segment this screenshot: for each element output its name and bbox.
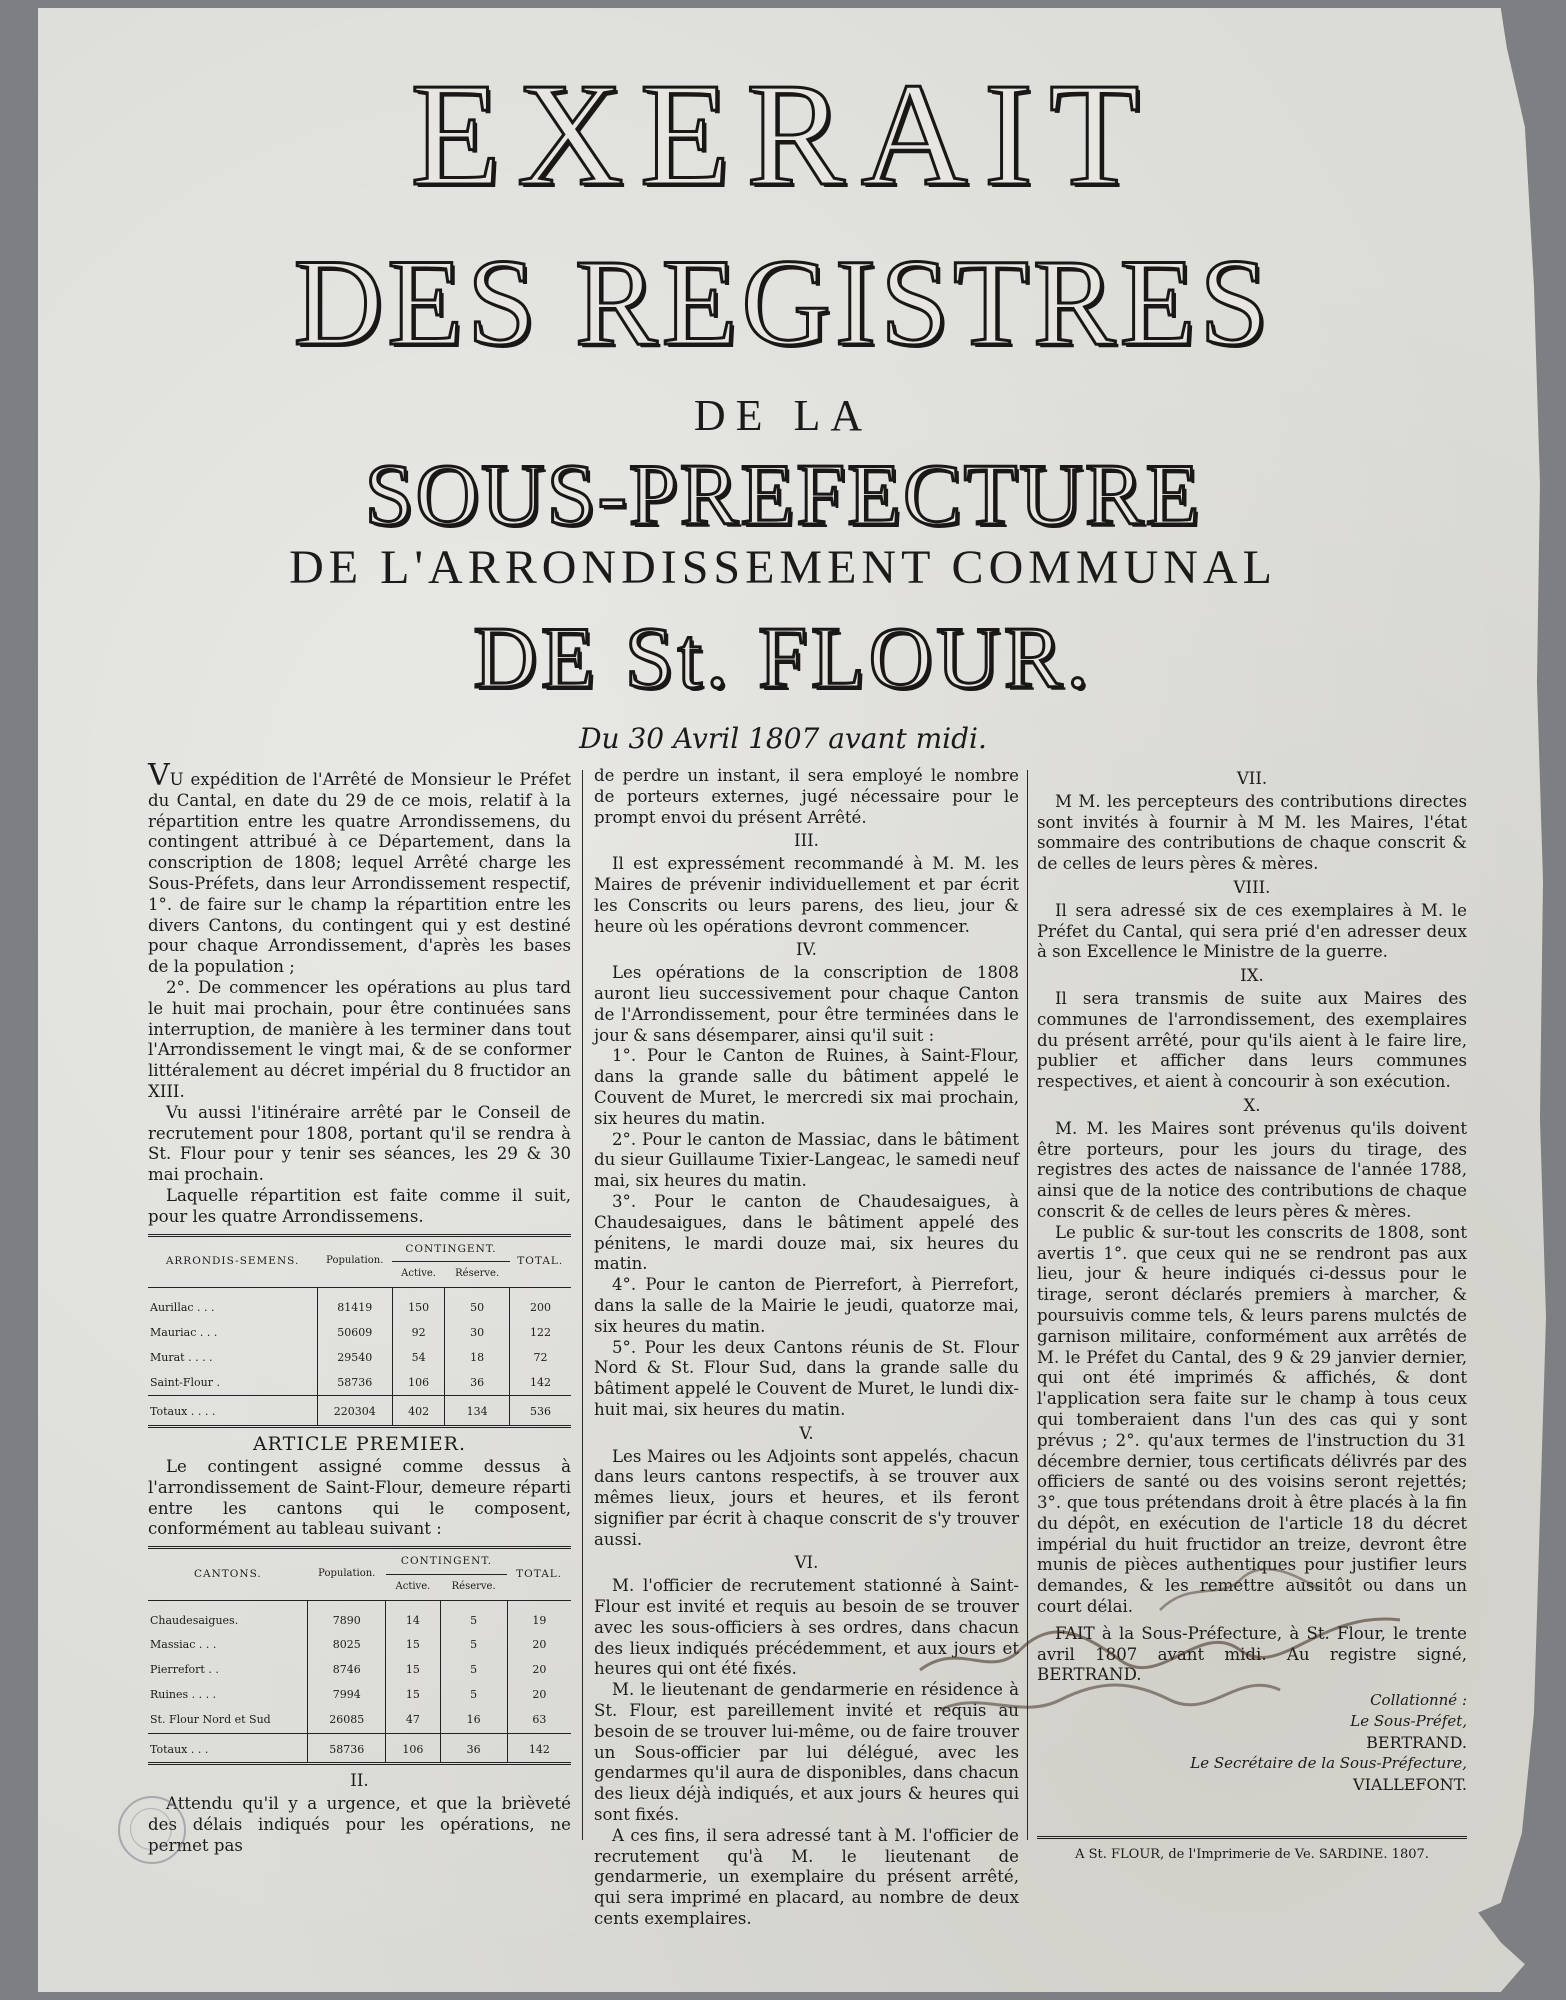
paragraph: de perdre un instant, il sera employé le nombre de porteurs externes, jugé nécessaire pour le prompt envoi du présent Arrêté. (594, 766, 1019, 827)
article-heading: IX. (1240, 966, 1264, 986)
table-header: Réserve. (445, 1262, 510, 1288)
column-3 (1037, 766, 1467, 1795)
column-1 (148, 758, 571, 1857)
table-header: CANTONS. (148, 1548, 308, 1601)
table-header: Active. (392, 1262, 444, 1288)
paragraph: Les Maires ou les Adjoints sont appelés, chacun dans leurs cantons respectifs, à se trouver aux mêmes lieux, jours et heures, et ils feront signifier par écrit à chaque conscrit de s'y trouver aussi. (594, 1446, 1019, 1549)
table-row: Chaudesaigues. 7890 14 5 19 (148, 1600, 571, 1633)
document-date: Du 30 Avril 1807 avant midi. (579, 722, 987, 755)
paragraph: 2°. De commencer les opérations au plus tard le huit mai prochain, pour être continuées sans interruption, de manière à les terminer dans tout l'Arrondissement le vingt mai, & de se conformer littéralement au décret impérial du 8 fructidor an XIII. (148, 977, 571, 1101)
signature-line: Collationné : (1370, 1691, 1467, 1710)
paragraph: Il est expressément recommandé à M. M. les Maires de prévenir individuellement et par écrit les Conscrits ou leurs parens, des lieu, jour & heure où les opérations devront commencer. (594, 854, 1019, 936)
signature-line: Le Sous-Préfet, (1350, 1712, 1467, 1731)
paragraph: Les opérations de la conscription de 1808 auront lieu successivement pour chaque Canton de l'Arrondissement, pour être terminées dans le jour & sans désemparer, ainsi qu'il suit : (594, 963, 1019, 1045)
paragraph-intro: VU expédition de l'Arrêté de Monsieur le Préfet du Cantal, en date du 29 de ce mois, relatif à la répartition entre les quatre Arrondissemens, du contingent attribué à ce Département, dans la conscription de 1808; lequel Arrêté charge les Sous-Préfets, dans leur Arrondissement respectif, 1°. de faire sur le champ la répartition entre les divers Cantons, du contingent qui y est destiné pour chaque Arrondissement, d'après les bases de la population ; (148, 758, 571, 977)
title-st-flour: DE St. FLOUR. (473, 610, 1093, 707)
article-heading: ARTICLE PREMIER. (252, 1433, 467, 1456)
table-row: Pierrefort . . 8746 15 5 20 (148, 1658, 571, 1683)
article-heading: VII. (1236, 769, 1268, 788)
title-sous-prefecture: SOUS-PREFECTURE (364, 447, 1202, 544)
table-total-row: Totaux . . . 58736 106 36 142 (148, 1733, 571, 1764)
paragraph: A ces fins, il sera adressé tant à M. l'officier de recrutement qu'à M. le lieutenant de gendarmerie, un exemplaire du présent arrêté, qui sera imprimé en placard, au nombre de deux cents exemplaires. (594, 1825, 1019, 1929)
signature-name: BERTRAND. (1366, 1733, 1467, 1753)
table-row: Saint-Flour . 58736 106 36 142 (148, 1371, 571, 1396)
article-heading: V. (799, 1423, 814, 1443)
table-header: TOTAL. (507, 1548, 571, 1601)
signature-name: VIALLEFONT. (1353, 1775, 1467, 1795)
paragraph: M. l'officier de recrutement stationné à Saint-Flour est invité et requis au besoin de se trouver avec les sous-officiers à ses ordres, dans chacun des lieux indiqués précédemment, et aux jours et heures qui ont été fixés. (594, 1576, 1019, 1679)
table-header: ARRONDIS-SEMENS. (148, 1235, 317, 1288)
table-header: Active. (386, 1574, 440, 1600)
article-heading: IV. (796, 940, 817, 960)
title-exerait: EXERAIT (410, 53, 1156, 217)
table-row: Mauriac . . . 50609 92 30 122 (148, 1321, 571, 1346)
signature-line: Le Secrétaire de la Sous-Préfecture, (1190, 1754, 1467, 1773)
table-arrondissements (148, 1234, 571, 1429)
paragraph: 4°. Pour le canton de Pierrefort, à Pierrefort, dans la salle de la Mairie le jeudi, quatorze mai, six heures du matin. (594, 1275, 1019, 1336)
table-header: Réserve. (440, 1574, 507, 1600)
table-total-row: Totaux . . . . 220304 402 134 536 (148, 1396, 571, 1427)
signature-block (1037, 1690, 1467, 1795)
column-2 (594, 766, 1019, 1930)
table-header: Population. (308, 1548, 386, 1601)
library-stamp-icon (118, 1796, 186, 1864)
article-heading: X. (1243, 1095, 1261, 1115)
paragraph: M. le lieutenant de gendarmerie en résidence à St. Flour, est pareillement invité et requis au besoin de se trouver lui-même, ou de faire trouver un Sous-officier par lui délégué, avec les gendarmes qu'il aura de disponibles, dans chacun des lieux déjà indiqués, et aux jours & heures qui sont fixés. (594, 1680, 1019, 1825)
table-row: Ruines . . . . 7994 15 5 20 (148, 1683, 571, 1708)
table-row: Murat . . . . 29540 54 18 72 (148, 1346, 571, 1371)
table-header: CONTINGENT. (392, 1235, 509, 1262)
title-de-la: DE LA (693, 391, 873, 440)
paragraph: 3°. Pour le canton de Chaudesaigues, à Chaudesaigues, dans le bâtiment appelé des pénitens, le mardi douze mai, six heures du matin. (594, 1191, 1019, 1274)
table-row: St. Flour Nord et Sud 26085 47 16 63 (148, 1708, 571, 1733)
paragraph: 2°. Pour le canton de Massiac, dans le bâtiment du sieur Guillaume Tixier-Langeac, le samedi neuf mai, six heures du matin. (594, 1129, 1019, 1191)
column-rule-1 (582, 770, 583, 1840)
paragraph-fait: FAIT à la Sous-Préfecture, à St. Flour, le trente avril 1807 avant midi. Au registre signé, BERTRAND. (1037, 1623, 1467, 1685)
paragraph: Il sera transmis de suite aux Maires des communes de l'arrondissement, des exemplaires du présent arrêté, pour qu'ils aient à le faire lire, publier et afficher dans leurs communes respectives, et aient à concourir à son exécution. (1037, 988, 1467, 1092)
table-row: Massiac . . . 8025 15 5 20 (148, 1633, 571, 1658)
table-header: CONTINGENT. (386, 1548, 507, 1575)
paragraph: 5°. Pour les deux Cantons réunis de St. Flour Nord & St. Flour Sud, dans la grande salle du bâtiment appelé le Couvent de Muret, le lundi dix-huit mai, six heures du matin. (594, 1337, 1019, 1419)
paragraph: Laquelle répartition est faite comme il suit, pour les quatre Arrondissemens. (148, 1185, 571, 1226)
article-heading: VIII. (1233, 877, 1271, 897)
table-header: Population. (317, 1235, 392, 1288)
article-heading: VI. (794, 1553, 819, 1573)
table-row: Aurillac . . . 81419 150 50 200 (148, 1288, 571, 1321)
printer-imprint: A St. FLOUR, de l'Imprimerie de Ve. SARDINE. 1807. (1037, 1836, 1467, 1862)
paragraph: Le contingent assigné comme dessus à l'arrondissement de Saint-Flour, demeure réparti entre les cantons qui le composent, conformément au tableau suivant : (148, 1456, 571, 1539)
paragraph: Vu aussi l'itinéraire arrêté par le Conseil de recrutement pour 1808, portant qu'il se rendra à St. Flour pour y tenir ses séances, les 29 & 30 mai prochain. (148, 1102, 571, 1185)
paragraph: M M. les percepteurs des contributions directes sont invités à fournir à M M. les Maires, l'état sommaire des contributions de chaque conscrit & de celles de leurs pères & mères. (1037, 791, 1467, 874)
paragraph: Le public & sur-tout les conscrits de 1808, sont avertis 1°. que ceux qui ne se rendront pas aux lieu, jour & heure indiqués ci-dessus pour le tirage, seront déclarés premiers à marcher, & poursuivis comme tels, & leurs parens mulctés de garnison militaire, conformément aux arrêtés de M. le Préfet du Cantal, des 9 & 29 janvier dernier, qui ont été imprimés & affichés, & dont l'application sera faite sur le champ à tous ceux qui tomberaient dans l'un des cas qui y sont prévus ; 2°. qu'aux termes de l'instruction du 31 décembre dernier, tous certificats délivrés par des officiers de santé ou des voisins seront rejettés; 3°. que tous prétendans droit à être placés à la fin du dépôt, en exécution de l'article 18 du décret impérial du huit fructidor an treize, devront être munis de pièces authentiques pour justifier leurs demandes, & les remettre aussitôt ou dans un court délai. (1037, 1222, 1467, 1617)
table-header: TOTAL. (510, 1235, 571, 1288)
paragraph: M. M. les Maires sont prévenus qu'ils doivent être porteurs, pour les jours du tirage, des registres des actes de naissance de l'année 1788, ainsi que de la notice des contributions de chaque conscrit & de celles de leurs pères & mères. (1037, 1118, 1467, 1221)
title-des-registres: DES REGISTRES (293, 234, 1273, 371)
article-heading: II. (350, 1771, 369, 1791)
paragraph: Attendu qu'il y a urgence, et que la brièveté des délais indiqués pour les opérations, ne permet pas (148, 1794, 571, 1855)
paragraph: 1°. Pour le Canton de Ruines, à Saint-Flour, dans la grande salle du bâtiment appelé le Couvent de Muret, le mercredi six mai prochain, six heures du matin. (594, 1046, 1019, 1128)
table-cantons (148, 1546, 571, 1765)
title-arrondissement: DE L'ARRONDISSEMENT COMMUNAL (289, 541, 1277, 594)
paragraph: Il sera adressé six de ces exemplaires à M. le Préfet du Cantal, qui sera prié d'en adresser deux à son Excellence le Ministre de la guerre. (1037, 900, 1467, 962)
article-heading: III. (794, 831, 819, 851)
drop-cap: V (148, 758, 170, 793)
column-rule-2 (1027, 770, 1028, 1840)
